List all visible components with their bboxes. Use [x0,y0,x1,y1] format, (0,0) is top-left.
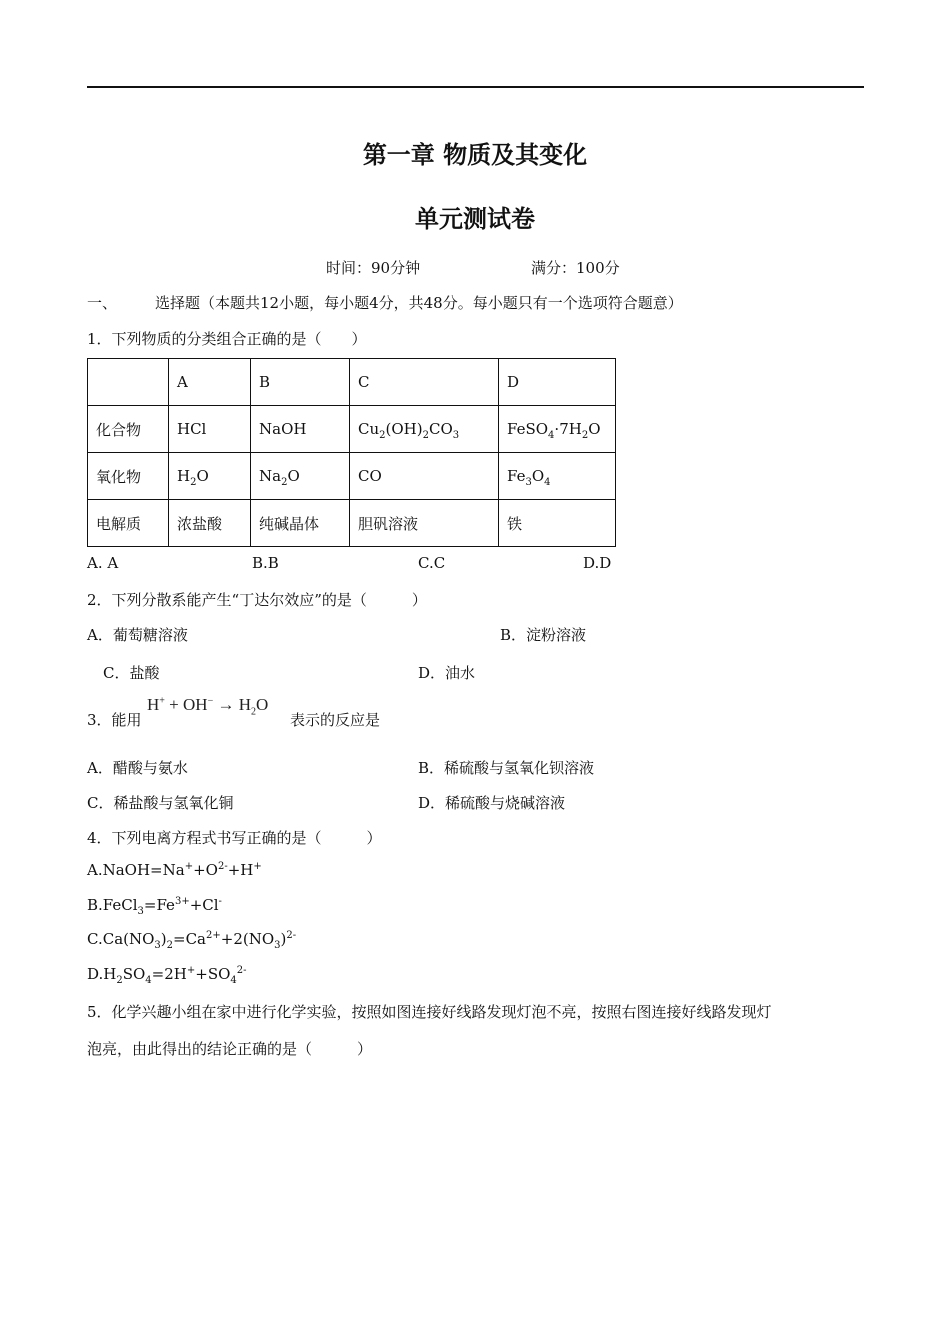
table-cell: B [251,359,350,406]
q2-option-a: A．葡萄糖溶液 [87,626,188,644]
table-row [88,359,616,406]
table-cell: D [499,359,616,406]
classification-table [87,358,616,547]
question-1-stem: 1．下列物质的分类组合正确的是（ ） [87,330,367,348]
question-4-stem: 4．下列电离方程式书写正确的是（ ） [87,829,382,847]
ionic-equation: $H^+ + OH^- \to H_2O$ [147,695,269,718]
question-3-stem-suffix: 表示的反应是 [290,711,381,729]
table-cell: A [169,359,251,406]
q3-option-a: A．醋酸与氨水 [87,759,188,777]
table-cell: C [350,359,499,406]
table-cell: CO [350,453,499,500]
question-2-stem: 2．下列分散系能产生“丁达尔效应”的是（ ） [87,591,427,609]
table-cell: $Cu_2(OH)_2CO_3$ [350,406,499,453]
section-number: 一、 [87,294,118,312]
q1-option-d: D.D [583,554,612,572]
q1-option-a: A. A [87,554,119,572]
q4-option-a: $A.NaOH=Na^++O^{2-}+H^+$ [87,861,262,879]
q4-option-d: $D.H_2SO_4=2H^++SO_4^{2-}$ [87,965,247,986]
table-cell: 纯碱晶体 [251,500,350,547]
table-cell: 电解质 [88,500,169,547]
page-subtitle: 单元测试卷 [415,205,535,233]
table-cell: $FeSO_4\cdot 7H_2O$ [499,406,616,453]
q3-option-b: B．稀硫酸与氢氧化钡溶液 [418,759,595,777]
table-cell: HCl [169,406,251,453]
question-5-stem-line1: 5．化学兴趣小组在家中进行化学实验，按照如图连接好线路发现灯泡不亮，按照右图连接好线路发现灯 [87,1003,772,1021]
q4-option-b: $B.FeCl_3=Fe^{3+}+Cl^-$ [87,896,222,917]
table-row [88,500,616,547]
q2-option-d: D．油水 [418,664,476,682]
q1-option-b: B.B [252,554,279,572]
table-cell [88,359,169,406]
page-title: 第一章 物质及其变化 [362,141,588,169]
exam-time: 时间：90分钟 [326,259,421,277]
q2-option-b: B．淀粉溶液 [500,626,587,644]
q3-option-d: D．稀硫酸与烧碱溶液 [418,794,566,812]
table-cell: $H_2O$ [169,453,251,500]
q4-option-c: $C.Ca(NO_3)_2=Ca^{2+}+2(NO_3)^{2-}$ [87,930,297,951]
table-cell: 氧化物 [88,453,169,500]
header-rule [87,86,864,88]
table-row [88,453,616,500]
exam-score: 满分：100分 [531,259,620,277]
q1-option-c: C.C [418,554,446,572]
table-cell: 铁 [499,500,616,547]
q3-option-c: C．稀盐酸与氢氧化铜 [87,794,234,812]
table-cell: 胆矾溶液 [350,500,499,547]
table-cell: $Fe_3O_4$ [499,453,616,500]
table-row [88,406,616,453]
question-5-stem-line2: 泡亮，由此得出的结论正确的是（ ） [87,1040,373,1058]
question-3-stem-prefix: 3．能用 [87,711,142,729]
table-cell: 浓盐酸 [169,500,251,547]
section-heading: 选择题（本题共12小题，每小题4分，共48分。每小题只有一个选项符合题意） [155,294,683,312]
table-cell: 化合物 [88,406,169,453]
table-cell: $Na_2O$ [251,453,350,500]
table-cell: NaOH [251,406,350,453]
q2-option-c: C．盐酸 [103,664,160,682]
